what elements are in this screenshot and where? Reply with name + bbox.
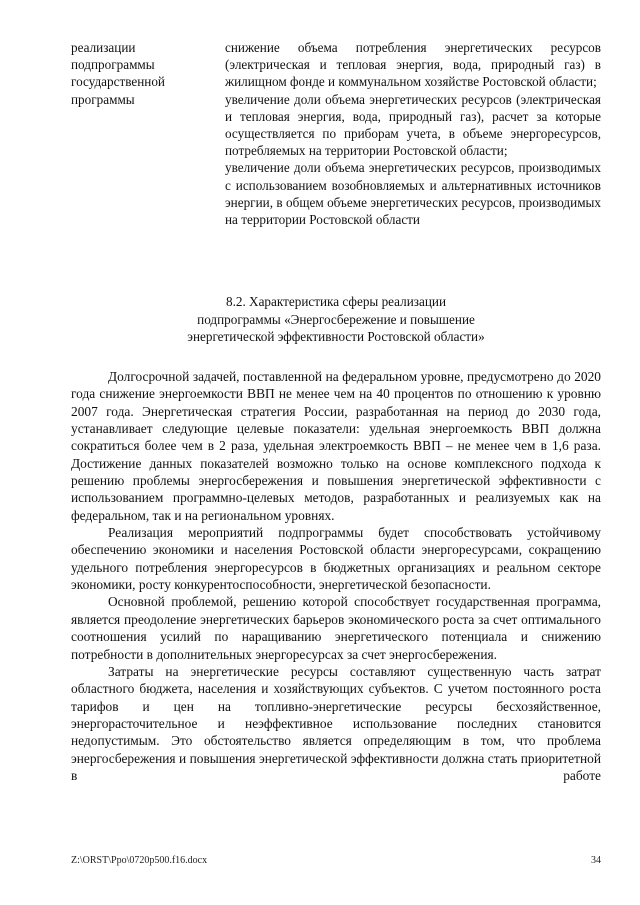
subprogram-table bbox=[71, 39, 601, 228]
target-indicator-item: снижение объема потребления энергетических ресурсов (электрическая и тепловая энергия, вода, природный газ) в жилищном фонде и коммунальном хозяйстве Ростовской области; bbox=[225, 40, 601, 90]
left-cell-line: программы bbox=[71, 91, 135, 107]
table-left-cell bbox=[71, 39, 223, 228]
body-text bbox=[71, 368, 601, 784]
table-right-cell bbox=[225, 39, 601, 228]
left-cell-line: реализации bbox=[71, 40, 136, 55]
left-cell-line: государственной bbox=[71, 74, 165, 90]
target-indicator-item: увеличение доли объема энергетических ресурсов, производимых с использованием возобновляемых и альтернативных источников энергии, в общем объеме энергетических ресурсов, производимых на территории Ростовской области bbox=[225, 160, 601, 228]
heading-line: подпрограммы «Энергосбережение и повышение bbox=[197, 311, 475, 327]
page-footer bbox=[71, 855, 601, 867]
body-paragraph: Основной проблемой, решению которой способствует государственная программа, является преодоление энергетических барьеров экономического роста за счет оптимального соотношения усилий по наращиванию энергетического потенциала и снижению потребности в дополнительных энергоресурсах за счет энергосбережения. bbox=[71, 594, 601, 662]
page-number: 34 bbox=[591, 855, 601, 866]
footer-file-path: Z:\ORST\Ppo\0720p500.f16.docx bbox=[71, 855, 208, 866]
heading-line: энергетической эффективности Ростовской области» bbox=[187, 329, 485, 345]
section-heading bbox=[71, 293, 601, 346]
heading-line: 8.2. Характеристика сферы реализации bbox=[225, 294, 447, 309]
body-paragraph: Реализация мероприятий подпрограммы будет способствовать устойчивому обеспечению экономики и населения Ростовской области энергоресурсами, сокращению удельного потребления энергоресурсов в бюджетных организациях и реальном секторе экономики, росту конкурентоспособности, энергетической безопасности. bbox=[71, 525, 601, 593]
target-indicator-item: увеличение доли объема энергетических ресурсов (электрическая и тепловая энергия, вода, природный газ), расчет за которые осуществляется по приборам учета, в объеме энергоресурсов, потребляемых на территории Ростовской области; bbox=[225, 91, 601, 159]
body-paragraph: Затраты на энергетические ресурсы составляют существенную часть затрат областного бюджета, населения и хозяйствующих субъектов. С учетом постоянного роста тарифов и цен на топливно-энергетические ресурсы бесхозяйственное, энергорасточительное и неэффективное использование последних становится недопустимым. Это обстоятельство является определяющим в том, что проблема энергосбережения и повышения энергетической эффективности должна стать приоритетной в работе bbox=[71, 663, 601, 783]
left-cell-line: подпрограммы bbox=[71, 57, 155, 73]
body-paragraph: Долгосрочной задачей, поставленной на федеральном уровне, предусмотрено до 2020 года снижение энергоемкости ВВП не менее чем на 40 процентов по отношению к уровню 2007 года. Энергетическая стратегия России, разработанная на период до 2030 года, устанавливает следующие целевые показатели: удельная энергоемкость ВВП должна сократиться более чем в 2 раза, удельная электроемкость ВВП – не менее чем в 1,6 раза. Достижение данных показателей возможно только на основе комплексного подхода к решению проблемы энергосбережения и повышения энергетической эффективности с использованием программно-целевых методов, разработанных и реализуемых как на федеральном, так и на региональном уровнях. bbox=[71, 369, 601, 523]
